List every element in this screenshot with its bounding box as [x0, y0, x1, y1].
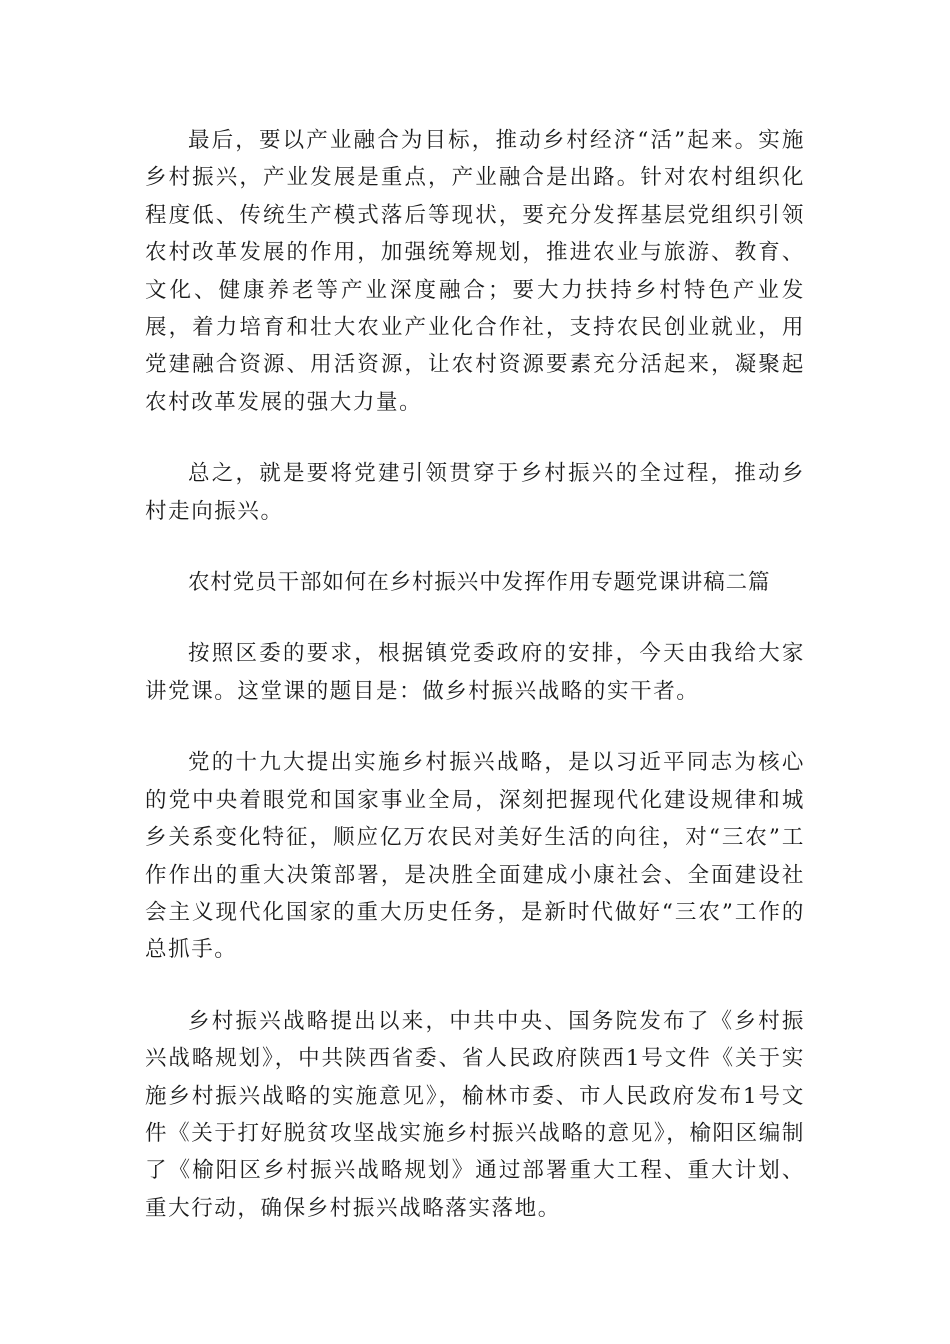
paragraph-industry-integration: 最后，要以产业融合为目标，推动乡村经济“活”起来。实施乡村振兴，产业发展是重点，产业融合是出路。针对农村组织化程度低、传统生产模式落后等现状，要充分发挥基层党组织引领农村改革发展的作用，加强统筹规划，推进农业与旅游、教育、文化、健康养老等产业深度融合；要大力扶持乡村特色产业发展，着力培育和壮大农业产业化合作社，支持农民创业就业，用党建融合资源、用活资源，让农村资源要素充分活起来，凝聚起农村改革发展的强大力量。	[145, 128, 805, 415]
paragraph-policy-documents: 乡村振兴战略提出以来，中共中央、国务院发布了《乡村振兴战略规划》，中共陕西省委、省人民政府陕西1号文件《关于实施乡村振兴战略的实施意见》，榆林市委、市人民政府发布1号文件《关于打好脱贫攻坚战实施乡村振兴战略的意见》，榆阳区编制了《榆阳区乡村振兴战略规划》通过部署重大工程、重大计划、重大行动，确保乡村振兴战略落实落地。	[145, 1008, 805, 1221]
paragraph-introduction: 按照区委的要求，根据镇党委政府的安排，今天由我给大家讲党课。这堂课的题目是：做乡村振兴战略的实干者。	[145, 641, 805, 704]
paragraph-conclusion: 总之，就是要将党建引领贯穿于乡村振兴的全过程，推动乡村走向振兴。	[145, 461, 805, 524]
paragraph-strategy-background: 党的十九大提出实施乡村振兴战略，是以习近平同志为核心的党中央着眼党和国家事业全局，深刻把握现代化建设规律和城乡关系变化特征，顺应亿万农民对美好生活的向往，对“三农”工作作出的重大决策部署，是决胜全面建成小康社会、全面建设社会主义现代化国家的重大历史任务，是新时代做好“三农”工作的总抓手。	[145, 750, 805, 963]
document-body	[145, 122, 805, 1261]
section-heading: 农村党员干部如何在乡村振兴中发挥作用专题党课讲稿二篇	[188, 570, 771, 596]
